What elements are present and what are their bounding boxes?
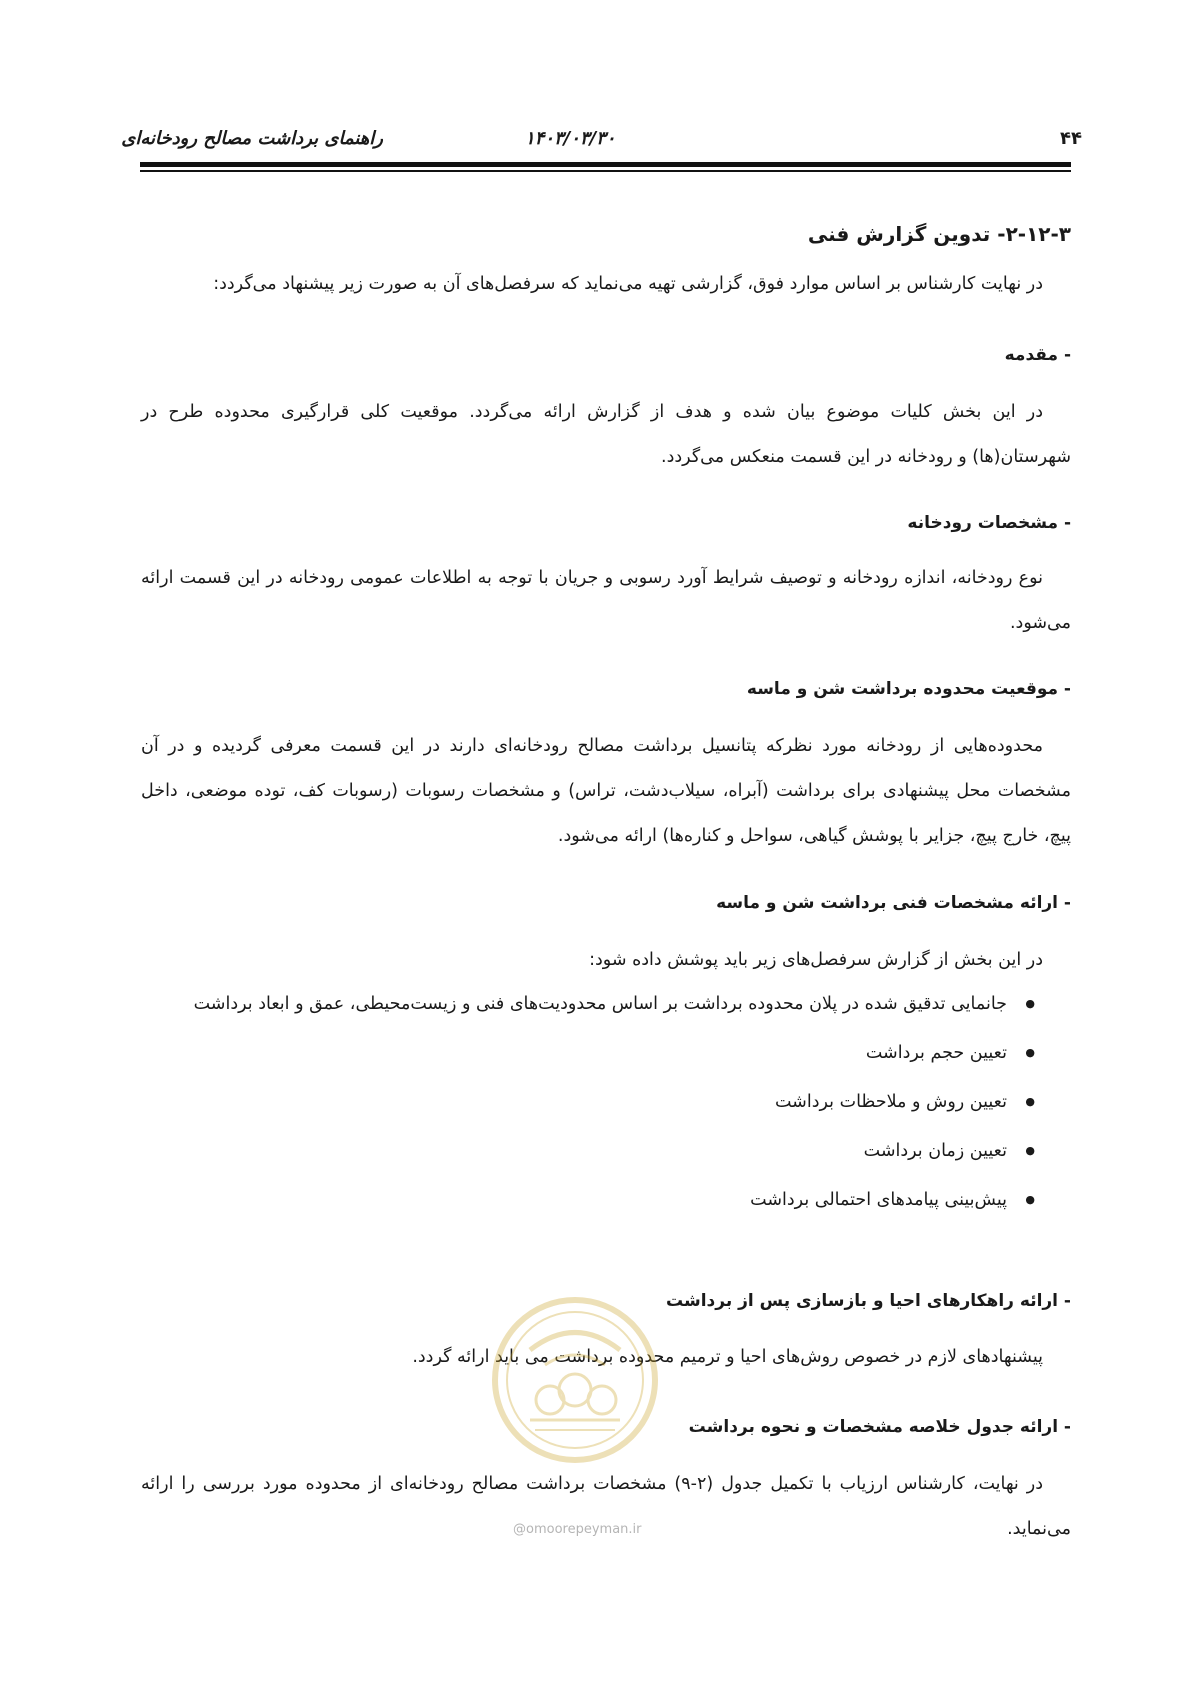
- paragraph-river-specs: نوع رودخانه، اندازه رودخانه و توصیف شرایط آورد رسوبی و جریان با توجه به اطلاعات عمومی رودخانه در این قسمت ارائه می‌شود.: [141, 568, 1071, 633]
- section-title: ۲-۱۲-۳- تدوین گزارش فنی: [807, 222, 1071, 246]
- watermark-seal-icon: [490, 1295, 660, 1465]
- page-number: ۴۴: [1060, 128, 1082, 149]
- subheading-introduction: - مقدمه: [1004, 345, 1071, 365]
- paragraph-summary-table: در نهایت، کارشناس ارزیاب با تکمیل جدول (۲-۹) مشخصات برداشت مصالح رودخانه‌ای از محدوده مورد بررسی را ارائه می‌نماید.: [141, 1474, 1071, 1539]
- list-item: ● تعیین زمان برداشت: [141, 1129, 1071, 1173]
- list-item: ● تعیین حجم برداشت: [141, 1031, 1071, 1075]
- subheading-technical-specs: - ارائه مشخصات فنی برداشت شن و ماسه: [716, 893, 1071, 913]
- paragraph-introduction: در این بخش کلیات موضوع بیان شده و هدف از گزارش ارائه می‌گردد. موقعیت کلی قرارگیری محدوده طرح در شهرستان(ها) و رودخانه در این قسمت منعکس می‌گردد.: [141, 402, 1071, 467]
- subheading-location: - موقعیت محدوده برداشت شن و ماسه: [746, 679, 1071, 699]
- running-title: راهنمای برداشت مصالح رودخانه‌ای: [121, 128, 383, 149]
- header-rule-thick: [140, 162, 1071, 167]
- technical-items-list: [141, 982, 1071, 1227]
- paragraph-location: محدوده‌هایی از رودخانه مورد نظرکه پتانسیل برداشت مصالح رودخانه‌ای دارند در این قسمت معرفی گردیده و در آن مشخصات محل پیشنهادی برای برداشت (آبراه، سیلاب‌دشت، تراس) و مشخصات رسوبات (رسوبات کف، توده موضعی، داخل پیچ، خارج پیچ، جزایر با پوشش گیاهی، سواحل و کناره‌ها) ارائه می‌شود.: [141, 736, 1071, 846]
- paragraph-technical-specs: در این بخش از گزارش سرفصل‌های زیر باید پوشش داده شود:: [589, 950, 1043, 970]
- subheading-summary-table: - ارائه جدول خلاصه مشخصات و نحوه برداشت: [688, 1417, 1071, 1437]
- paragraph-restoration: پیشنهادهای لازم در خصوص روش‌های احیا و ترمیم محدوده برداشت می باید ارائه گردد.: [412, 1347, 1043, 1367]
- header-rule-thin: [140, 170, 1071, 172]
- subheading-river-specs: - مشخصات رودخانه: [907, 513, 1071, 533]
- list-item: ● پیش‌بینی پیامدهای احتمالی برداشت: [141, 1178, 1071, 1222]
- watermark-url: @omoorepeyman.ir: [513, 1522, 642, 1537]
- list-item: ● تعیین روش و ملاحظات برداشت: [141, 1080, 1071, 1124]
- header-date: ۱۴۰۳/۰۳/۳۰: [525, 128, 616, 149]
- section-intro: در نهایت کارشناس بر اساس موارد فوق، گزارشی تهیه می‌نماید که سرفصل‌های آن به صورت زیر پیشنهاد می‌گردد:: [213, 274, 1043, 294]
- subheading-restoration: - ارائه راهکارهای احیا و بازسازی پس از برداشت: [666, 1291, 1071, 1311]
- list-item: ● جانمایی تدقیق شده در پلان محدوده برداشت بر اساس محدودیت‌های فنی و زیست‌محیطی، عمق و ابعاد برداشت: [141, 982, 1071, 1026]
